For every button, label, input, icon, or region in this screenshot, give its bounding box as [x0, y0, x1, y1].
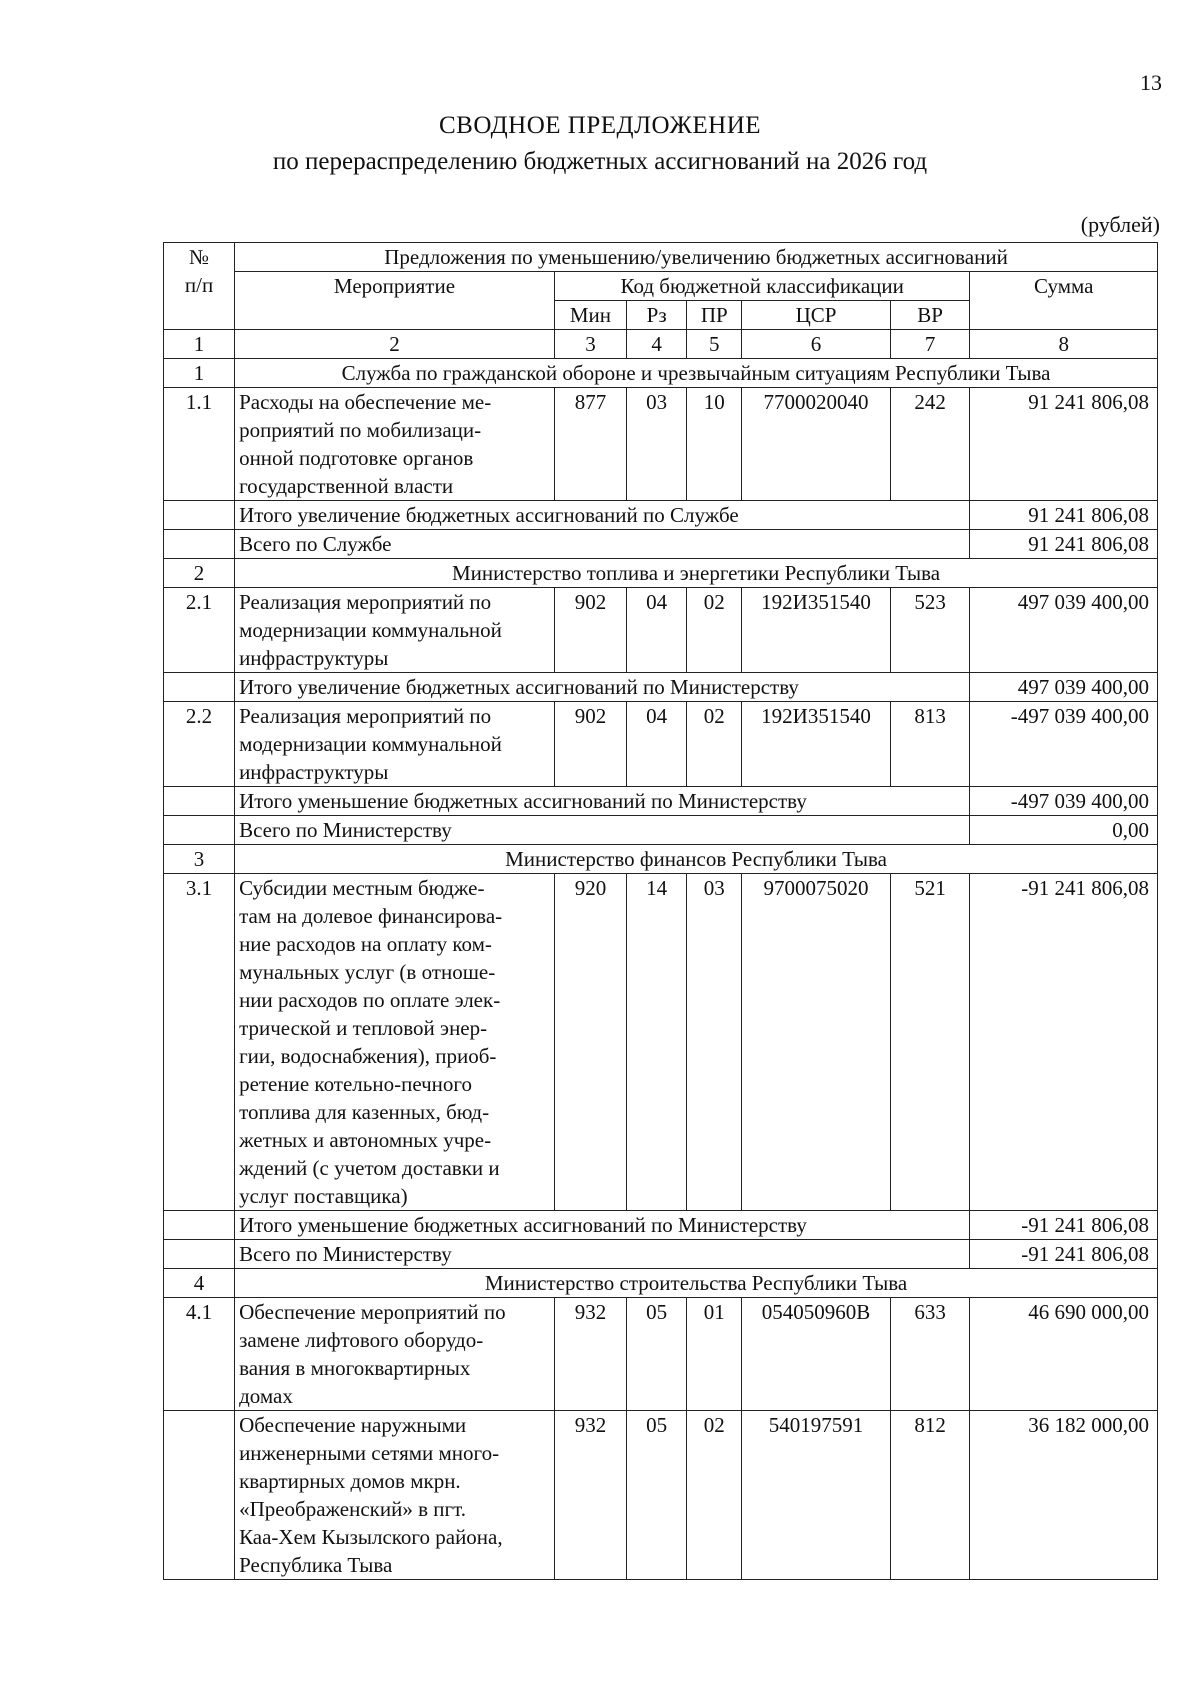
total-row	[164, 673, 1158, 702]
row-csr: 7700020040	[742, 388, 891, 501]
total-row	[164, 1211, 1158, 1240]
section-number: 4	[164, 1269, 235, 1298]
row-pr: 03	[687, 874, 742, 1211]
row-csr: 540197591	[742, 1411, 891, 1580]
total-sum: -91 241 806,08	[970, 1240, 1158, 1269]
section-number: 2	[164, 559, 235, 588]
document-title: СВОДНОЕ ПРЕДЛОЖЕНИЕ	[438, 112, 762, 139]
row-event: Реализация мероприятий по модернизации коммунальной инфраструктуры	[235, 702, 555, 787]
row-min: 920	[554, 874, 626, 1211]
header-code: Код бюджетной классификации	[554, 272, 970, 301]
row-vr: 633	[890, 1298, 970, 1411]
row-pr: 02	[687, 702, 742, 787]
row-sum: -91 241 806,08	[970, 874, 1158, 1211]
row-event: Обеспечение наружными инженерными сетями много- квартирных домов мкрн. «Преображенский» в пгт. Каа-Хем Кызылского района, Республика Тыва	[235, 1411, 555, 1580]
header-number-abbr: п/п	[184, 273, 214, 297]
row-vr: 242	[890, 388, 970, 501]
row-sum: 36 182 000,00	[970, 1411, 1158, 1580]
col-number: 2	[235, 330, 555, 359]
col-number: 1	[164, 330, 235, 359]
table-row	[164, 388, 1158, 501]
row-event: Обеспечение мероприятий по замене лифтового оборудо- вания в многоквартирных домах	[235, 1298, 555, 1411]
header-number-cell	[164, 243, 235, 330]
total-row	[164, 816, 1158, 845]
row-sum: 46 690 000,00	[970, 1298, 1158, 1411]
row-rz: 14	[627, 874, 687, 1211]
total-row	[164, 1240, 1158, 1269]
col-number: 8	[970, 330, 1158, 359]
section-row	[164, 1269, 1158, 1298]
row-number: 4.1	[164, 1298, 235, 1411]
row-csr: 192И351540	[742, 588, 891, 673]
row-pr: 10	[687, 388, 742, 501]
total-sum: 0,00	[970, 816, 1158, 845]
row-number	[164, 1411, 235, 1580]
row-event: Расходы на обеспечение ме- роприятий по мобилизаци- онной подготовке органов государственной власти	[235, 388, 555, 501]
table-row	[164, 874, 1158, 1211]
section-row	[164, 845, 1158, 874]
row-number: 2.1	[164, 588, 235, 673]
row-vr: 812	[890, 1411, 970, 1580]
page-number: 13	[1140, 70, 1162, 95]
row-csr: 054050960В	[742, 1298, 891, 1411]
row-sum: 91 241 806,08	[970, 388, 1158, 501]
header-min: Мин	[554, 301, 626, 330]
col-number: 4	[627, 330, 687, 359]
row-rz: 05	[627, 1411, 687, 1580]
row-rz: 05	[627, 1298, 687, 1411]
header-number-sign: №	[189, 245, 210, 269]
table-row	[164, 588, 1158, 673]
section-name: Служба по гражданской обороне и чрезвычайным ситуациям Республики Тыва	[235, 359, 1158, 388]
row-event: Субсидии местным бюдже- там на долевое финансирова- ние расходов на оплату ком- мунальных услуг (в отноше- нии расходов по оплате элек- трической и тепловой энер- гии, водоснабжения), приоб- ретение котельно-печного топлива для казенных, бюд- жетных и автономных учре- ждений (с учетом доставки и услуг поставщика)	[235, 874, 555, 1211]
row-number: 2.2	[164, 702, 235, 787]
row-min: 932	[554, 1411, 626, 1580]
section-name: Министерство топлива и энергетики Республики Тыва	[235, 559, 1158, 588]
row-sum: -497 039 400,00	[970, 702, 1158, 787]
total-sum: 91 241 806,08	[970, 501, 1158, 530]
section-row	[164, 359, 1158, 388]
total-row	[164, 501, 1158, 530]
budget-table	[163, 242, 1158, 1580]
row-pr: 01	[687, 1298, 742, 1411]
col-number: 6	[742, 330, 891, 359]
row-csr: 9700075020	[742, 874, 891, 1211]
total-label: Итого увеличение бюджетных ассигнований по Службе	[235, 501, 970, 530]
row-pr: 02	[687, 588, 742, 673]
col-number: 5	[687, 330, 742, 359]
row-rz: 04	[627, 702, 687, 787]
header-csr: ЦСР	[742, 301, 891, 330]
row-rz: 04	[627, 588, 687, 673]
header-vr: ВР	[890, 301, 970, 330]
row-min: 877	[554, 388, 626, 501]
table-row	[164, 1411, 1158, 1580]
total-row	[164, 787, 1158, 816]
column-numbers-row	[164, 330, 1158, 359]
total-label: Итого уменьшение бюджетных ассигнований по Министерству	[235, 1211, 970, 1240]
total-label: Итого уменьшение бюджетных ассигнований по Министерству	[235, 787, 970, 816]
section-name: Министерство строительства Республики Тыва	[235, 1269, 1158, 1298]
row-vr: 523	[890, 588, 970, 673]
total-sum: 91 241 806,08	[970, 530, 1158, 559]
section-row	[164, 559, 1158, 588]
header-proposals: Предложения по уменьшению/увеличению бюджетных ассигнований	[235, 243, 1158, 272]
col-number: 3	[554, 330, 626, 359]
row-number: 3.1	[164, 874, 235, 1211]
total-label: Всего по Службе	[235, 530, 970, 559]
table-row	[164, 1298, 1158, 1411]
row-min: 902	[554, 702, 626, 787]
col-number: 7	[890, 330, 970, 359]
table-row	[164, 702, 1158, 787]
header-pr: ПР	[687, 301, 742, 330]
row-vr: 521	[890, 874, 970, 1211]
row-pr: 02	[687, 1411, 742, 1580]
units-label: (рублей)	[1080, 212, 1160, 237]
row-vr: 813	[890, 702, 970, 787]
total-label: Итого увеличение бюджетных ассигнований по Министерству	[235, 673, 970, 702]
section-name: Министерство финансов Республики Тыва	[235, 845, 1158, 874]
header-rz: Рз	[627, 301, 687, 330]
row-min: 932	[554, 1298, 626, 1411]
row-number: 1.1	[164, 388, 235, 501]
section-number: 3	[164, 845, 235, 874]
total-label: Всего по Министерству	[235, 816, 970, 845]
row-event: Реализация мероприятий по модернизации коммунальной инфраструктуры	[235, 588, 555, 673]
total-sum: 497 039 400,00	[970, 673, 1158, 702]
section-number: 1	[164, 359, 235, 388]
total-sum: -497 039 400,00	[970, 787, 1158, 816]
header-sum: Сумма	[970, 272, 1158, 330]
row-min: 902	[554, 588, 626, 673]
total-row	[164, 530, 1158, 559]
total-sum: -91 241 806,08	[970, 1211, 1158, 1240]
total-label: Всего по Министерству	[235, 1240, 970, 1269]
row-rz: 03	[627, 388, 687, 501]
header-event: Мероприятие	[235, 272, 555, 330]
row-sum: 497 039 400,00	[970, 588, 1158, 673]
row-csr: 192И351540	[742, 702, 891, 787]
document-subtitle: по перераспределению бюджетных ассигнований на 2026 год	[272, 148, 928, 175]
